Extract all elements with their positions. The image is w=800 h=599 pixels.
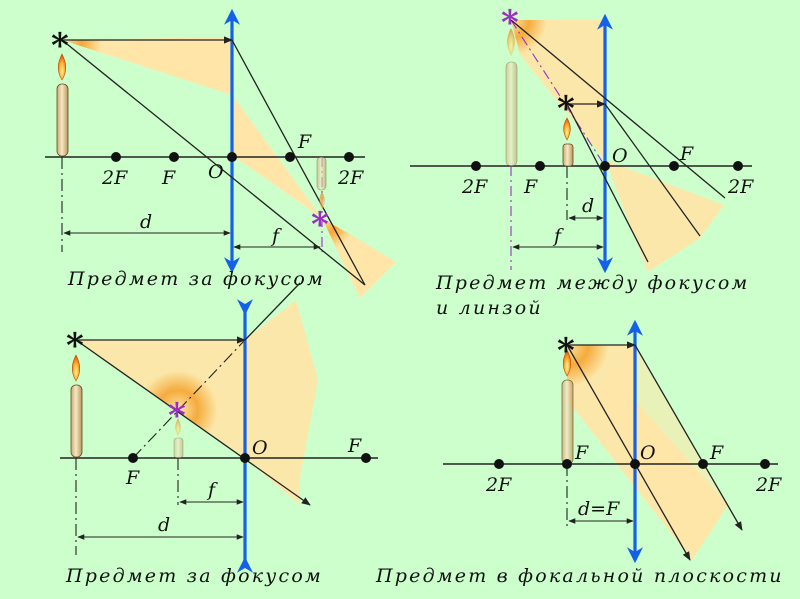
label-o: O bbox=[612, 145, 628, 167]
label-d: d=F bbox=[578, 498, 620, 520]
label-2f-left: 2F bbox=[462, 176, 488, 198]
label-2f-left: 2F bbox=[102, 167, 128, 189]
point-2f-left bbox=[494, 459, 504, 469]
image-point-icon: * bbox=[311, 205, 329, 245]
object-point-icon: * bbox=[51, 26, 69, 66]
point-f-right bbox=[669, 161, 679, 171]
label-f: f bbox=[208, 479, 216, 501]
image-point-icon: * bbox=[168, 396, 186, 436]
label-2f-left: 2F bbox=[486, 474, 512, 496]
caption-4: Предмет в фокальной плоскости bbox=[376, 565, 784, 587]
panel-2-object-inside-focus bbox=[410, 3, 754, 319]
image-point-icon: * bbox=[501, 3, 519, 43]
label-f: f bbox=[554, 225, 562, 247]
label-f-left: F bbox=[162, 167, 176, 189]
point-2f-right bbox=[344, 152, 354, 162]
point-f-left bbox=[128, 453, 138, 463]
image-candle bbox=[317, 157, 326, 210]
light-beam bbox=[76, 300, 318, 505]
lens-center bbox=[227, 152, 237, 162]
object-point-icon: * bbox=[66, 326, 84, 366]
point-f-left bbox=[562, 459, 572, 469]
point-2f-left bbox=[471, 161, 481, 171]
label-2f-right: 2F bbox=[728, 176, 754, 198]
converging-beam bbox=[322, 218, 396, 298]
virtual-image-candle bbox=[506, 28, 517, 166]
point-f-right bbox=[698, 459, 708, 469]
label-o: O bbox=[640, 442, 656, 464]
label-f-left: F bbox=[524, 176, 538, 198]
lens-center bbox=[630, 459, 640, 469]
label-d: d bbox=[140, 211, 153, 233]
label-o: O bbox=[208, 161, 224, 183]
panel-4-object-at-focus bbox=[375, 323, 784, 587]
label-f-right: F bbox=[298, 131, 312, 153]
point-f-left bbox=[169, 152, 179, 162]
panel-3-diverging-lens bbox=[60, 283, 378, 587]
lens-center bbox=[600, 161, 610, 171]
object-point-icon: * bbox=[557, 331, 575, 371]
object-point-icon: * bbox=[557, 89, 575, 129]
point-f-left bbox=[535, 161, 545, 171]
caption-2-line-1: Предмет между фокусом bbox=[436, 272, 750, 294]
label-f-left: F bbox=[575, 442, 589, 464]
caption-1: Предмет за фокусом bbox=[68, 268, 325, 290]
label-f-right: F bbox=[680, 143, 694, 165]
caption-3: Предмет за фокусом bbox=[66, 565, 323, 587]
label-2f-right: 2F bbox=[338, 167, 364, 189]
label-d: d bbox=[158, 514, 171, 536]
caption-2-line-2: и линзой bbox=[436, 297, 543, 319]
point-f-right bbox=[285, 152, 295, 162]
point-f-right bbox=[361, 453, 371, 463]
label-d: d bbox=[582, 195, 595, 217]
label-f-right: F bbox=[710, 442, 724, 464]
panel-1-object-beyond-focus bbox=[45, 12, 396, 298]
candle bbox=[71, 355, 82, 457]
candle bbox=[57, 54, 68, 156]
label-2f-right: 2F bbox=[756, 474, 782, 496]
label-f-right: F bbox=[348, 435, 362, 457]
point-2f-right bbox=[733, 161, 743, 171]
point-2f-right bbox=[760, 459, 770, 469]
point-2f-left bbox=[111, 152, 121, 162]
label-f-left: F bbox=[126, 467, 140, 489]
lens-center bbox=[240, 453, 250, 463]
label-o: O bbox=[252, 437, 268, 459]
label-f: f bbox=[272, 225, 280, 247]
